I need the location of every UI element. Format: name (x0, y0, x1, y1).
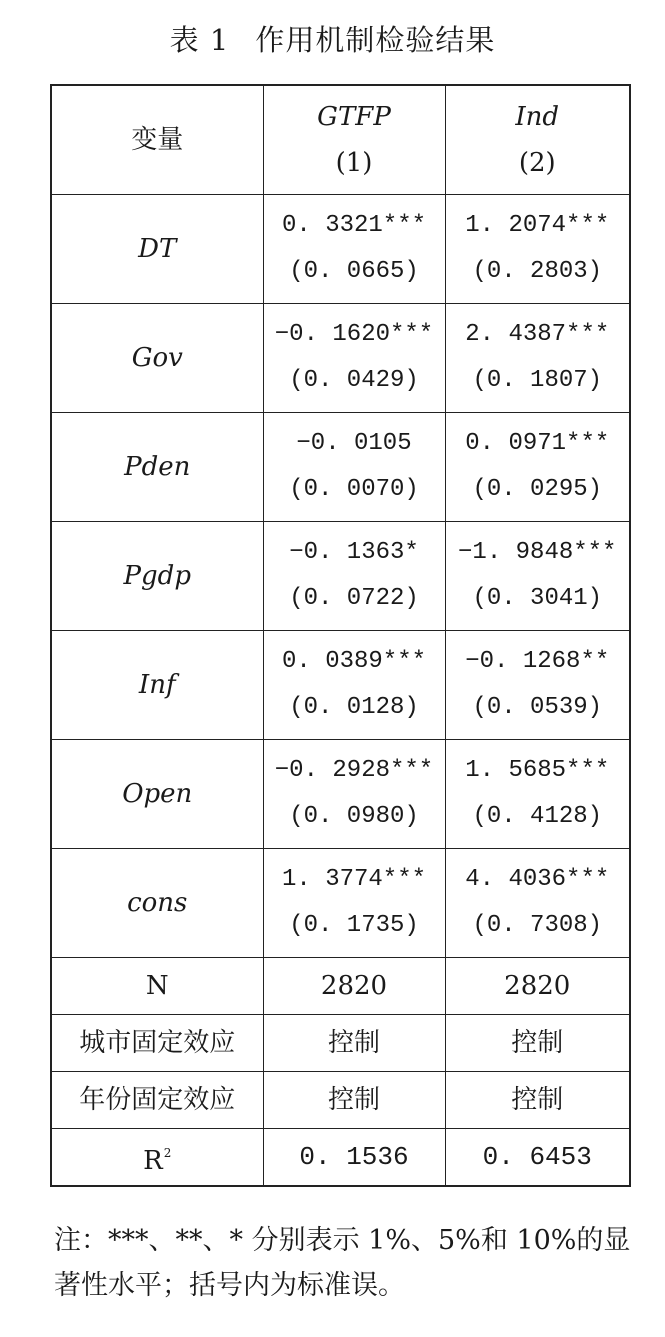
row-label: N (51, 958, 263, 1015)
city-fe-row (51, 1015, 630, 1072)
column-header-ind (445, 85, 630, 195)
variable-name: Gov (51, 304, 263, 413)
coef-cell: −0. 1620*** (0. 0429) (263, 304, 445, 413)
variable-header: 变量 (51, 85, 263, 195)
column-name: Ind (515, 102, 560, 132)
coef-cell: 0. 0389*** (0. 0128) (263, 631, 445, 740)
coef-cell: 1. 3774*** (0. 1735) (263, 849, 445, 958)
column-name: GTFP (317, 102, 391, 132)
table-row (51, 631, 630, 740)
coef-cell: 4. 4036*** (0. 7308) (445, 849, 630, 958)
row-label: 年份固定效应 (51, 1072, 263, 1129)
table-caption: 作用机制检验结果 (255, 23, 496, 57)
row-label: 城市固定效应 (51, 1015, 263, 1072)
variable-name: DT (51, 195, 263, 304)
column-header-gtfp (263, 85, 445, 195)
variable-name: Pgdp (51, 522, 263, 631)
coef-cell: −0. 0105 (0. 0070) (263, 413, 445, 522)
coef-cell: 0. 3321*** (0. 0665) (263, 195, 445, 304)
row-label: $R^2$ (51, 1129, 263, 1187)
column-index: (1) (335, 148, 373, 178)
table-row (51, 413, 630, 522)
coef-cell: −0. 1363* (0. 0722) (263, 522, 445, 631)
value-cell: 控制 (445, 1072, 630, 1129)
coef-cell: −1. 9848*** (0. 3041) (445, 522, 630, 631)
column-index: (2) (518, 148, 556, 178)
value-cell: 控制 (263, 1072, 445, 1129)
table-row (51, 740, 630, 849)
header-row (51, 85, 630, 195)
regression-table (50, 84, 631, 1187)
value-cell: 控制 (263, 1015, 445, 1072)
r2-row (51, 1129, 630, 1187)
table-title (0, 18, 665, 59)
coef-cell: −0. 2928*** (0. 0980) (263, 740, 445, 849)
coef-cell: −0. 1268** (0. 0539) (445, 631, 630, 740)
year-fe-row (51, 1072, 630, 1129)
value-cell: 2820 (445, 958, 630, 1015)
table-note: 注：***、**、* 分别表示 1%、5%和 10%的显著性水平；括号内为标准误。 (54, 1225, 631, 1301)
table-row (51, 522, 630, 631)
value-cell: 控制 (445, 1015, 630, 1072)
variable-name: Inf (51, 631, 263, 740)
variable-name: Pden (51, 413, 263, 522)
table-row (51, 304, 630, 413)
n-row (51, 958, 630, 1015)
coef-cell: 1. 2074*** (0. 2803) (445, 195, 630, 304)
coef-cell: 1. 5685*** (0. 4128) (445, 740, 630, 849)
table-row (51, 849, 630, 958)
value-cell: 2820 (263, 958, 445, 1015)
value-cell: 0. 6453 (445, 1129, 630, 1187)
coef-cell: 2. 4387*** (0. 1807) (445, 304, 630, 413)
value-cell: 0. 1536 (263, 1129, 445, 1187)
coef-cell: 0. 0971*** (0. 0295) (445, 413, 630, 522)
table-number: 表 1 (169, 23, 230, 57)
variable-name: Open (51, 740, 263, 849)
table-row (51, 195, 630, 304)
variable-name: cons (51, 849, 263, 958)
